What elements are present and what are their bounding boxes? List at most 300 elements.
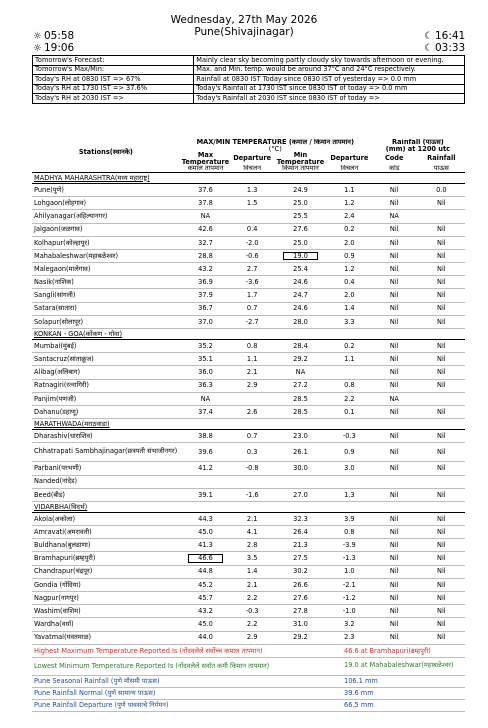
cell-code	[371, 289, 418, 302]
cell-max	[180, 183, 231, 196]
cell-min	[273, 183, 328, 196]
cell-rain	[418, 302, 465, 315]
value-max: 45.0	[198, 620, 213, 629]
summary-value: 19.0 at Mahabaleshwar(महाबळेश्वर)	[342, 657, 465, 675]
table-row	[32, 276, 465, 289]
cell-min	[273, 443, 328, 462]
value-dmax: 1.1	[246, 355, 258, 364]
info-label: Today's RH at 0830 IST => 67%	[33, 75, 194, 85]
value-dmin: -2.1	[342, 580, 356, 589]
cell-max	[180, 565, 231, 578]
cell-min	[273, 565, 328, 578]
cell-dmax	[231, 512, 273, 525]
value-code: Nil	[389, 607, 399, 616]
cell-code	[371, 512, 418, 525]
value-min: 25.0	[293, 198, 308, 207]
cell-dmax	[231, 443, 273, 462]
value-code: Nil	[389, 264, 399, 273]
value-min: 28.0	[293, 317, 308, 326]
value-dmax: 0.8	[246, 341, 258, 350]
value-min: 24.9	[293, 185, 308, 194]
station-name: Malegaon(मालेगाव)	[32, 263, 180, 276]
sunset-time: 19:06	[43, 42, 75, 54]
value-code: Nil	[389, 593, 399, 602]
table-row	[32, 539, 465, 552]
cell-min	[273, 618, 328, 631]
value-code: Nil	[389, 185, 399, 194]
value-dmax: -0.6	[245, 251, 259, 260]
value-max: 35.1	[198, 355, 213, 364]
info-row	[33, 75, 465, 85]
value-min: 21.3	[293, 541, 308, 550]
cell-max	[180, 539, 231, 552]
value-min: 25.5	[293, 212, 308, 221]
cell-code	[371, 462, 418, 475]
table-row	[32, 552, 465, 565]
cell-dmin	[328, 605, 371, 618]
value-rain: Nil	[437, 355, 446, 364]
value-dmin: -1.3	[342, 554, 356, 563]
cell-code	[371, 618, 418, 631]
cell-dmin	[328, 592, 371, 605]
value-code: Nil	[389, 198, 399, 207]
value-min: 31.0	[293, 620, 308, 629]
value-max: 39.6	[198, 448, 213, 457]
value-max: 36.9	[198, 278, 213, 287]
station-name: Jalgaon(जळगाव)	[32, 223, 180, 236]
cell-code	[371, 475, 418, 488]
value-dmax: 2.9	[246, 381, 258, 390]
cell-min	[273, 488, 328, 501]
value-dmax: 0.4	[246, 225, 258, 234]
cell-dmin	[328, 340, 371, 353]
value-dmax: -3.6	[245, 278, 259, 287]
station-name: Yavatmal(यवतमाळ)	[32, 631, 180, 644]
value-rain: Nil	[437, 381, 446, 390]
value-min: 26.6	[293, 580, 308, 589]
cell-min	[273, 236, 328, 249]
cell-dmin	[328, 183, 371, 196]
value-code: Nil	[389, 317, 399, 326]
value-dmin: 3.2	[344, 620, 355, 629]
value-dmax: 1.4	[246, 567, 258, 576]
value-dmin: 2.3	[344, 633, 355, 642]
cell-min	[273, 315, 328, 328]
value-code: Nil	[389, 368, 399, 377]
value-rain: Nil	[437, 541, 446, 550]
value-rain: Nil	[437, 317, 446, 326]
value-rain: Nil	[437, 225, 446, 234]
value-min: 25.4	[293, 264, 308, 273]
cell-max	[180, 392, 231, 405]
cell-dmin	[328, 552, 371, 565]
cell-max	[180, 302, 231, 315]
cell-code	[371, 340, 418, 353]
station-table	[32, 139, 465, 645]
station-name: Washim(वाशिम)	[32, 605, 180, 618]
cell-code	[371, 183, 418, 196]
cell-dmax	[231, 183, 273, 196]
value-min: 27.5	[293, 554, 308, 563]
station-name: Gondia (गोंदिया)	[32, 578, 180, 591]
value-code: Nil	[389, 304, 399, 313]
temperature-group-header: MAX/MIN TEMPERATURE (कमाल / किमान तापमान)	[196, 139, 354, 146]
cell-dmin	[328, 353, 371, 366]
cell-dmin	[328, 392, 371, 405]
moonrise-time: 16:41	[434, 30, 466, 42]
value-dmax: 2.1	[246, 580, 258, 589]
value-code: NA	[389, 212, 399, 221]
value-dmin: 3.9	[344, 514, 355, 523]
cell-dmax	[231, 379, 273, 392]
station-name: Nagpur(नागपूर)	[32, 592, 180, 605]
info-label: Tomorrow's Max/Min:	[33, 65, 194, 75]
value-code: Nil	[389, 381, 399, 390]
table-row	[32, 315, 465, 328]
cell-max	[180, 353, 231, 366]
cell-max	[180, 197, 231, 210]
cell-dmin	[328, 223, 371, 236]
cell-min	[273, 605, 328, 618]
value-dmin: 2.0	[344, 291, 355, 300]
value-rain: Nil	[437, 633, 446, 642]
min-header: Min Temperature	[276, 152, 325, 166]
departure-header-mr: विचलन	[243, 165, 261, 173]
table-row	[32, 443, 465, 462]
value-dmax: 3.5	[246, 554, 258, 563]
cell-dmin	[328, 462, 371, 475]
value-code: Nil	[389, 407, 399, 416]
table-row	[32, 405, 465, 418]
value-dmin: -1.2	[342, 593, 356, 602]
station-name: Beed(बीड)	[32, 488, 180, 501]
value-dmin: 1.1	[344, 355, 355, 364]
value-rain: Nil	[437, 304, 446, 313]
value-rain: 0.0	[436, 185, 447, 194]
section-row	[32, 172, 465, 183]
station-name: Chhatrapati Sambhajinagar(छत्रपती संभाजीनगर)	[32, 443, 180, 462]
cell-rain	[418, 475, 465, 488]
table-row	[32, 302, 465, 315]
cell-max	[180, 236, 231, 249]
cell-dmin	[328, 430, 371, 443]
value-rain: Nil	[437, 554, 446, 563]
summary-label: Pune Rainfall Normal (पुणे सामान्य पाऊस)	[32, 687, 342, 699]
cell-rain	[418, 236, 465, 249]
value-dmin: 2.2	[344, 394, 355, 403]
value-max: 45.2	[198, 580, 213, 589]
value-dmax: 2.7	[246, 264, 258, 273]
table-row	[32, 488, 465, 501]
station-name: Bramhapuri(ब्रम्हपुरी)	[32, 552, 180, 565]
cell-dmax	[231, 475, 273, 488]
cell-rain	[418, 552, 465, 565]
value-min: 24.6	[293, 278, 308, 287]
table-row	[32, 526, 465, 539]
cell-dmax	[231, 236, 273, 249]
cell-code	[371, 276, 418, 289]
cell-min	[273, 405, 328, 418]
value-max: 41.3	[198, 541, 213, 550]
cell-code	[371, 263, 418, 276]
cell-rain	[418, 210, 465, 223]
cell-min	[273, 340, 328, 353]
value-min: NA	[295, 368, 306, 377]
value-max: 43.2	[198, 264, 213, 273]
station-place: Pune(Shivajinagar)	[194, 26, 294, 38]
max-header-mr: कमाल तापमान	[187, 165, 224, 173]
info-row	[33, 94, 465, 104]
code-header: Code	[384, 154, 404, 163]
moonrise-line	[424, 30, 465, 42]
cell-code	[371, 236, 418, 249]
moonset-line	[424, 42, 465, 54]
departure2-header: Departure	[330, 154, 369, 163]
station-name: Mahabaleshwar(महाबळेश्वर)	[32, 249, 180, 262]
value-rain: Nil	[437, 580, 446, 589]
summary-row	[32, 687, 465, 699]
value-rain: Nil	[437, 238, 446, 247]
cell-rain	[418, 353, 465, 366]
cell-code	[371, 379, 418, 392]
station-name: Solapur(सोलापूर)	[32, 315, 180, 328]
cell-max	[180, 289, 231, 302]
cell-min	[273, 430, 328, 443]
value-dmin: 3.3	[344, 317, 355, 326]
info-value: Rainfall at 0830 IST Today since 0830 IST of yesterday => 0.0 mm	[194, 75, 465, 85]
info-value: Today's Rainfall at 1730 IST since 0830 IST of today => 0.0 mm	[194, 84, 465, 94]
cell-min	[273, 302, 328, 315]
station-name: Satara(सातारा)	[32, 302, 180, 315]
station-name: Mumbai(मुंबई)	[32, 340, 180, 353]
cell-min	[273, 276, 328, 289]
cell-max	[180, 430, 231, 443]
summary-value: 66.5 mm	[342, 700, 465, 712]
value-max: 32.7	[198, 238, 213, 247]
table-row	[32, 223, 465, 236]
cell-min	[273, 289, 328, 302]
cell-max	[180, 210, 231, 223]
value-rain: Nil	[437, 567, 446, 576]
table-row	[32, 210, 465, 223]
table-row	[32, 475, 465, 488]
cell-dmin	[328, 289, 371, 302]
cell-dmin	[328, 475, 371, 488]
cell-max	[180, 340, 231, 353]
value-max: 45.0	[198, 527, 213, 536]
value-dmin: 0.2	[344, 225, 355, 234]
sunrise-icon: ☼	[33, 31, 42, 42]
value-min: 28.5	[293, 394, 308, 403]
cell-rain	[418, 223, 465, 236]
cell-max	[180, 315, 231, 328]
cell-code	[371, 592, 418, 605]
value-code: Nil	[389, 633, 399, 642]
cell-code	[371, 223, 418, 236]
cell-dmax	[231, 631, 273, 644]
station-name: Parbani(परभणी)	[32, 462, 180, 475]
cell-code	[371, 526, 418, 539]
value-dmax: 1.5	[246, 198, 258, 207]
cell-min	[273, 578, 328, 591]
station-name: Akola(अकोला)	[32, 512, 180, 525]
value-rain: Nil	[437, 341, 446, 350]
summary-label: Pune Rainfall Departure (पुणे पावसाचे निर्गमन)	[32, 700, 342, 712]
value-dmin: 0.9	[344, 448, 355, 457]
value-dmin: -0.3	[342, 431, 356, 440]
value-min: 23.0	[293, 431, 308, 440]
value-dmax: 2.6	[246, 407, 258, 416]
cell-code	[371, 353, 418, 366]
value-min: 27.8	[293, 607, 308, 616]
moonrise-icon: ☾	[424, 31, 433, 42]
summary-value: 46.6 at Bramhapuri(ब्रम्हपुरी)	[342, 645, 465, 657]
cell-min	[273, 552, 328, 565]
sunrise-time: 05:58	[43, 30, 75, 42]
cell-rain	[418, 392, 465, 405]
cell-dmax	[231, 302, 273, 315]
value-max: 44.8	[198, 567, 213, 576]
cell-max	[180, 578, 231, 591]
cell-dmin	[328, 405, 371, 418]
cell-dmax	[231, 462, 273, 475]
value-dmin: 1.2	[344, 264, 355, 273]
value-code: Nil	[389, 238, 399, 247]
value-min: 24.7	[293, 291, 308, 300]
summary-label: Pune Seasonal Rainfall (पुणे मौसमी पाऊस)	[32, 675, 342, 687]
cell-dmin	[328, 578, 371, 591]
cell-rain	[418, 276, 465, 289]
cell-dmax	[231, 392, 273, 405]
cell-rain	[418, 315, 465, 328]
cell-min	[273, 353, 328, 366]
cell-rain	[418, 526, 465, 539]
value-min: 24.6	[293, 304, 308, 313]
value-dmin: 2.0	[344, 238, 355, 247]
cell-dmax	[231, 210, 273, 223]
cell-dmax	[231, 488, 273, 501]
cell-max	[180, 631, 231, 644]
section-name: KONKAN - GOA(कोंकण - गोवा)	[32, 329, 465, 340]
summary-row	[32, 657, 465, 675]
station-name: Kolhapur(कोल्हापूर)	[32, 236, 180, 249]
value-code: Nil	[389, 567, 399, 576]
cell-max	[180, 512, 231, 525]
table-row	[32, 578, 465, 591]
value-min: 30.2	[293, 567, 308, 576]
info-value: Max. and Min. temp. would be around 37°C and 24°C respectively.	[194, 65, 465, 75]
cell-rain	[418, 488, 465, 501]
cell-rain	[418, 578, 465, 591]
info-value: Mainly clear sky becoming partly cloudy sky towards afternoon or evening.	[194, 56, 465, 66]
cell-dmax	[231, 263, 273, 276]
station-name: Chandrapur(चंद्रपूर)	[32, 565, 180, 578]
station-name: Amravati(अमरावती)	[32, 526, 180, 539]
value-max: 37.8	[198, 198, 213, 207]
cell-rain	[418, 512, 465, 525]
cell-max	[180, 475, 231, 488]
value-dmax: -0.8	[245, 464, 259, 473]
value-code: Nil	[389, 541, 399, 550]
value-rain: Nil	[437, 448, 446, 457]
value-max: NA	[200, 394, 211, 403]
cell-min	[273, 392, 328, 405]
cell-rain	[418, 249, 465, 262]
value-code: Nil	[389, 355, 399, 364]
cell-dmin	[328, 618, 371, 631]
cell-rain	[418, 263, 465, 276]
value-code: Nil	[389, 620, 399, 629]
value-max: 35.2	[198, 341, 213, 350]
table-row	[32, 565, 465, 578]
cell-max	[180, 605, 231, 618]
cell-rain	[418, 366, 465, 379]
value-min: 25.0	[293, 238, 308, 247]
cell-max	[180, 366, 231, 379]
cell-dmax	[231, 289, 273, 302]
value-dmin: 1.4	[344, 304, 355, 313]
cell-dmax	[231, 340, 273, 353]
table-row	[32, 379, 465, 392]
value-rain: Nil	[437, 198, 446, 207]
value-max: 36.0	[198, 368, 213, 377]
cell-min	[273, 197, 328, 210]
value-dmin: 0.2	[344, 341, 355, 350]
info-row	[33, 65, 465, 75]
cell-code	[371, 552, 418, 565]
cell-code	[371, 430, 418, 443]
value-dmin: 0.9	[344, 251, 355, 260]
value-dmax: -2.7	[245, 317, 259, 326]
value-rain: Nil	[437, 368, 446, 377]
cell-rain	[418, 340, 465, 353]
table-row	[32, 605, 465, 618]
cell-dmin	[328, 263, 371, 276]
value-min: 32.3	[293, 514, 308, 523]
rain-header-mr: पाऊस	[433, 165, 449, 173]
value-code: Nil	[389, 341, 399, 350]
cell-rain	[418, 565, 465, 578]
cell-dmax	[231, 315, 273, 328]
table-row	[32, 366, 465, 379]
value-dmax: 0.7	[246, 431, 258, 440]
cell-max	[180, 592, 231, 605]
value-max: 37.6	[198, 185, 213, 194]
station-name: Sangli(सांगली)	[32, 289, 180, 302]
value-dmax: 2.8	[246, 541, 258, 550]
value-code: Nil	[389, 490, 399, 499]
code-header-mr: कोड	[389, 165, 400, 173]
cell-dmin	[328, 197, 371, 210]
value-dmax: 2.2	[246, 620, 258, 629]
moonset-icon: ☾	[424, 43, 433, 54]
value-rain: Nil	[437, 464, 446, 473]
value-max: 39.1	[198, 490, 213, 499]
cell-rain	[418, 379, 465, 392]
cell-dmin	[328, 539, 371, 552]
station-name: Nanded(नांदेड)	[32, 475, 180, 488]
value-max: 43.2	[198, 607, 213, 616]
value-dmin: 0.1	[344, 407, 355, 416]
value-dmax: -0.3	[245, 607, 259, 616]
value-max: 41.2	[198, 464, 213, 473]
table-row	[32, 340, 465, 353]
section-row	[32, 329, 465, 340]
cell-max	[180, 379, 231, 392]
cell-rain	[418, 430, 465, 443]
value-code: Nil	[389, 448, 399, 457]
value-dmax: 1.3	[246, 185, 258, 194]
